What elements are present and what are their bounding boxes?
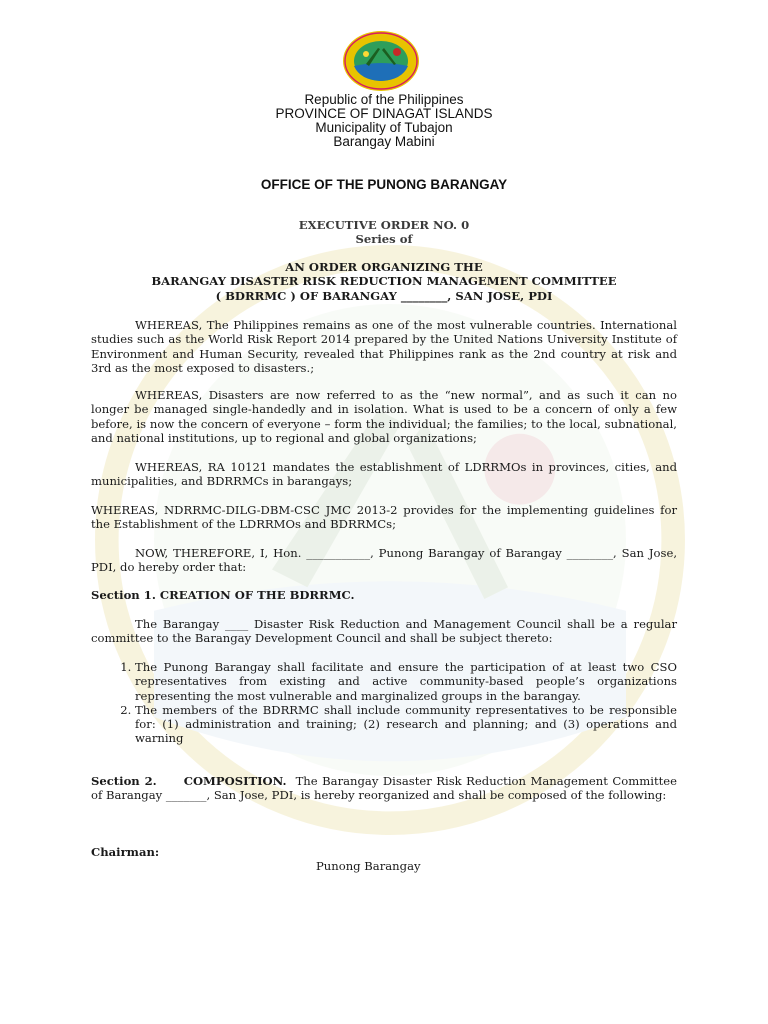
section2-body: The Barangay Disaster Risk Reduction Management Committee of Barangay _______, San Jose, PDI, is hereby reorganized and shall be composed of the following: bbox=[91, 774, 677, 803]
office-title: OFFICE OF THE PUNONG BARANGAY bbox=[260, 177, 508, 192]
order-title-line1: AN ORDER ORGANIZING THE bbox=[285, 260, 483, 274]
order-title-line2: BARANGAY DISASTER RISK REDUCTION MANAGEMENT COMMITTEE bbox=[151, 274, 617, 288]
section2-paragraph bbox=[91, 774, 677, 803]
chairman-label: Chairman: bbox=[91, 845, 160, 859]
executive-order-number: EXECUTIVE ORDER NO. 0 bbox=[298, 218, 470, 232]
now-therefore-paragraph: NOW, THEREFORE, I, Hon. ___________, Punong Barangay of Barangay ________, San Jose, PDI, do hereby order that: bbox=[91, 546, 677, 575]
whereas-paragraph: WHEREAS, NDRRMC-DILG-DBM-CSC JMC 2013-2 provides for the implementing guidelines for the Establishment of the LDRRMOs and BDRRMCs; bbox=[91, 503, 677, 532]
whereas-paragraph: WHEREAS, RA 10121 mandates the establishment of LDRRMOs in provinces, cities, and municipalities, and BDRRMCs in barangays; bbox=[91, 460, 677, 489]
list-item: 1. The Punong Barangay shall facilitate and ensure the participation of at least two CSO representatives from existing and active community-based people’s organizations representing the most vulnerable and marginalized groups in the barangay. bbox=[135, 660, 677, 703]
barangay-seal-logo bbox=[342, 30, 420, 92]
chairman-value: Punong Barangay bbox=[316, 859, 421, 873]
header-municipality: Municipality of Tubajon bbox=[315, 120, 453, 135]
section2-heading: COMPOSITION. bbox=[183, 774, 287, 788]
series-label: Series of bbox=[355, 232, 413, 246]
section1-list bbox=[91, 660, 677, 746]
header-barangay: Barangay Mabini bbox=[333, 134, 435, 149]
list-item: 2. The members of the BDRRMC shall include community representatives to be responsible for: (1) administration and training; (2) research and planning; and (3) operations and warning bbox=[135, 703, 677, 746]
header-province: PROVINCE OF DINAGAT ISLANDS bbox=[275, 106, 493, 121]
whereas-paragraph: WHEREAS, Disasters are now referred to as the “new normal”, and as such it can no longer be managed single-handedly and in isolation. What is used to be a concern of only a few before, is now the concern of everyone – form the individual; the families; to the local, subnational, and national institutions, up to regional and global organizations; bbox=[91, 388, 677, 445]
section1-heading: Section 1. CREATION OF THE BDRRMC. bbox=[91, 588, 355, 602]
section1-body: The Barangay ____ Disaster Risk Reduction and Management Council shall be a regular committee to the Barangay Development Council and shall be subject thereto: bbox=[91, 617, 677, 646]
whereas-paragraph: WHEREAS, The Philippines remains as one of the most vulnerable countries. International studies such as the World Risk Report 2014 prepared by the United Nations University Institute of Environment and Human Security, revealed that Philippines rank as the 2nd country at risk and 3rd as the most exposed to disasters.; bbox=[91, 318, 677, 375]
section2-label: Section 2. bbox=[91, 774, 157, 788]
header-republic: Republic of the Philippines bbox=[304, 92, 464, 107]
order-title-line3: ( BDRRMC ) OF BARANGAY ________, SAN JOSE, PDI bbox=[215, 289, 553, 303]
